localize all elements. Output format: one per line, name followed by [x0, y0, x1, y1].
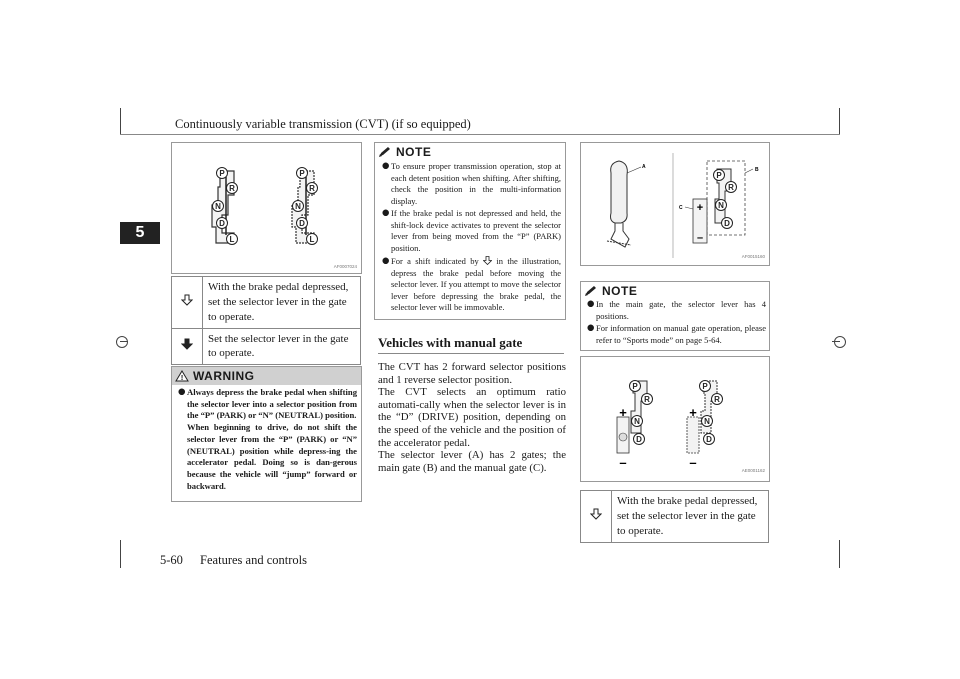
note-item: ● To ensure proper transmission operation, stop at each detent position when shifting. After shifting, check the position in the multi-information display.: [382, 161, 561, 206]
gate-label-n: [293, 201, 304, 212]
legend-icon-cell: [172, 277, 203, 329]
body-paragraph: The CVT selects an optimum ratio automati-cally when the selector lever is in the “D” (DRIVE) position, depending on the speed of the vehicle and the position of the accelerator pedal.: [378, 386, 566, 449]
registration-mark: [834, 336, 846, 348]
svg-text:D: D: [724, 219, 730, 228]
label-c: C: [679, 205, 683, 211]
gate-label-l: [227, 234, 238, 245]
note-label: NOTE: [602, 284, 638, 298]
legend-text: Set the selector lever in the gate to operate.: [203, 328, 361, 365]
manual-gate-right: [687, 381, 723, 471]
section-rule: [378, 353, 564, 354]
label-plus: +: [619, 405, 627, 420]
svg-text:R: R: [728, 183, 734, 192]
label-minus: –: [689, 455, 697, 470]
selector-lever-figure: [580, 142, 770, 266]
svg-text:P: P: [716, 171, 722, 180]
outline-arrow-down-icon: [483, 256, 492, 265]
label-b: B: [755, 167, 759, 173]
gate-diagram: [172, 143, 361, 273]
bullet-icon: ●: [178, 387, 186, 397]
gate-label-d: [217, 218, 228, 229]
note-box: [580, 281, 770, 351]
label-plus: +: [696, 202, 704, 214]
solid-arrow-down-icon: [181, 338, 193, 350]
shift-legend-table: [171, 276, 361, 365]
svg-text:N: N: [704, 417, 710, 426]
crop-mark: [120, 108, 121, 134]
note-label: NOTE: [396, 145, 432, 159]
page-number: 5-60: [160, 553, 183, 567]
gate-label-d: [297, 218, 308, 229]
svg-text:D: D: [299, 219, 305, 228]
label-a: A: [642, 164, 646, 170]
svg-text:N: N: [634, 417, 640, 426]
crop-mark: [839, 108, 840, 134]
warning-header: [172, 367, 361, 385]
svg-text:D: D: [636, 435, 642, 444]
bullet-icon: ●: [382, 161, 390, 171]
svg-text:R: R: [644, 395, 650, 404]
svg-text:!: !: [180, 375, 184, 382]
legend-icon-cell: [581, 491, 612, 543]
warning-box: [171, 366, 362, 502]
gate-label-n: [702, 416, 713, 427]
gate-label-d: [704, 434, 715, 445]
gate-label-n: [632, 416, 643, 427]
warning-line: Always depress the brake pedal when shifting the selector lever into a selector position from the “P” (PARK) or “N” (NEUTRAL) position.: [187, 387, 357, 421]
body-paragraph: The CVT has 2 forward selector positions and 1 reverse selector position.: [378, 361, 566, 386]
gate-label-p: [297, 168, 308, 179]
svg-text:P: P: [299, 169, 305, 178]
warning-line: When beginning to drive, do not shift the selector lever from the “P” (PARK) or “N” (NEUTRAL) position while depress-ing the accelerator pedal. Doing so is dan-gerous because the vehicle will “jump” forward or backward.: [187, 422, 357, 491]
warning-triangle-icon: [175, 370, 189, 382]
table-row: [172, 328, 361, 365]
gate-label-n: [716, 200, 727, 211]
label-minus: –: [619, 455, 627, 470]
body-text: [378, 361, 566, 474]
note-item: ● If the brake pedal is not depressed and held, the shift-lock device activates to prevent the selector lever from being moved from the “P” (PARK) position.: [382, 208, 561, 253]
svg-text:R: R: [309, 184, 315, 193]
svg-text:N: N: [215, 202, 221, 211]
gate-label-r: [227, 183, 238, 194]
figure-id: AE0001162: [741, 468, 765, 473]
gate-label-d: [634, 434, 645, 445]
crop-mark: [120, 540, 121, 568]
running-header: Continuously variable transmission (CVT) (if so equipped): [175, 117, 471, 131]
svg-text:P: P: [632, 382, 638, 391]
svg-text:L: L: [309, 235, 315, 244]
note-pencil-icon: [378, 146, 392, 158]
selector-gate-figure: [171, 142, 362, 274]
svg-text:L: L: [229, 235, 235, 244]
note-item: ● In the main gate, the selector lever has 4 positions.: [587, 299, 766, 321]
warning-text: [178, 387, 357, 492]
warning-label: WARNING: [193, 369, 255, 383]
gate-label-r: [712, 394, 723, 405]
gate-label-l: [307, 234, 318, 245]
footer-section: Features and controls: [200, 553, 307, 567]
svg-text:D: D: [706, 435, 712, 444]
legend-text: With the brake pedal depressed, set the selector lever in the gate to operate.: [612, 491, 769, 543]
gate-label-p: [630, 381, 641, 392]
manual-gate-diagram: [581, 357, 769, 481]
outline-arrow-down-icon: [181, 294, 193, 306]
body-paragraph: The selector lever (A) has 2 gates; the main gate (B) and the manual gate (C).: [378, 449, 566, 474]
registration-mark: [116, 336, 128, 348]
figure-id: AF0015160: [741, 254, 765, 259]
shift-legend-table: [580, 490, 769, 543]
svg-text:P: P: [702, 382, 708, 391]
note-pencil-icon: [584, 285, 598, 297]
gate-label-p: [700, 381, 711, 392]
gate-label-d: [722, 218, 733, 229]
header-rule: [120, 134, 840, 135]
legend-text: With the brake pedal depressed, set the selector lever in the gate to operate.: [203, 277, 361, 329]
gate-label-r: [726, 182, 737, 193]
bullet-icon: ●: [587, 299, 595, 309]
note-item: ● For a shift indicated by in the illustration, depress the brake pedal before moving the selector lever. If you attempt to move the selector lever before depressing the brake pedal, the selector lever will be immovable.: [382, 256, 562, 313]
gate-label-r: [642, 394, 653, 405]
outline-arrow-down-icon: [590, 508, 602, 520]
note-box: [374, 142, 566, 320]
note-item: ● For information on manual gate operation, please refer to “Sports mode” on page 5-64.: [587, 323, 766, 345]
gate-label-r: [307, 183, 318, 194]
table-row: [172, 277, 361, 329]
label-minus: –: [696, 232, 704, 244]
svg-text:P: P: [219, 169, 225, 178]
bullet-icon: ●: [587, 323, 595, 333]
svg-text:N: N: [718, 201, 724, 210]
gate-label-p: [217, 168, 228, 179]
page-footer: [160, 553, 307, 568]
note-header: [375, 143, 431, 161]
gate-label-p: [714, 170, 725, 181]
svg-text:R: R: [229, 184, 235, 193]
chapter-tab: 5: [120, 222, 160, 244]
gate-label-n: [213, 201, 224, 212]
crop-mark: [839, 540, 840, 568]
section-title: Vehicles with manual gate: [378, 335, 523, 350]
manual-gate-figure: [580, 356, 770, 482]
table-row: [581, 491, 769, 543]
manual-gate-left: [617, 381, 653, 471]
note-header: [581, 282, 637, 300]
legend-icon-cell: [172, 328, 203, 365]
label-plus: +: [689, 405, 697, 420]
bullet-icon: ●: [382, 256, 390, 266]
svg-text:R: R: [714, 395, 720, 404]
lever-gate-diagram: [581, 143, 769, 265]
bullet-icon: ●: [382, 208, 390, 218]
figure-id: AF0007024: [333, 264, 357, 269]
svg-text:D: D: [219, 219, 225, 228]
svg-text:N: N: [295, 202, 301, 211]
